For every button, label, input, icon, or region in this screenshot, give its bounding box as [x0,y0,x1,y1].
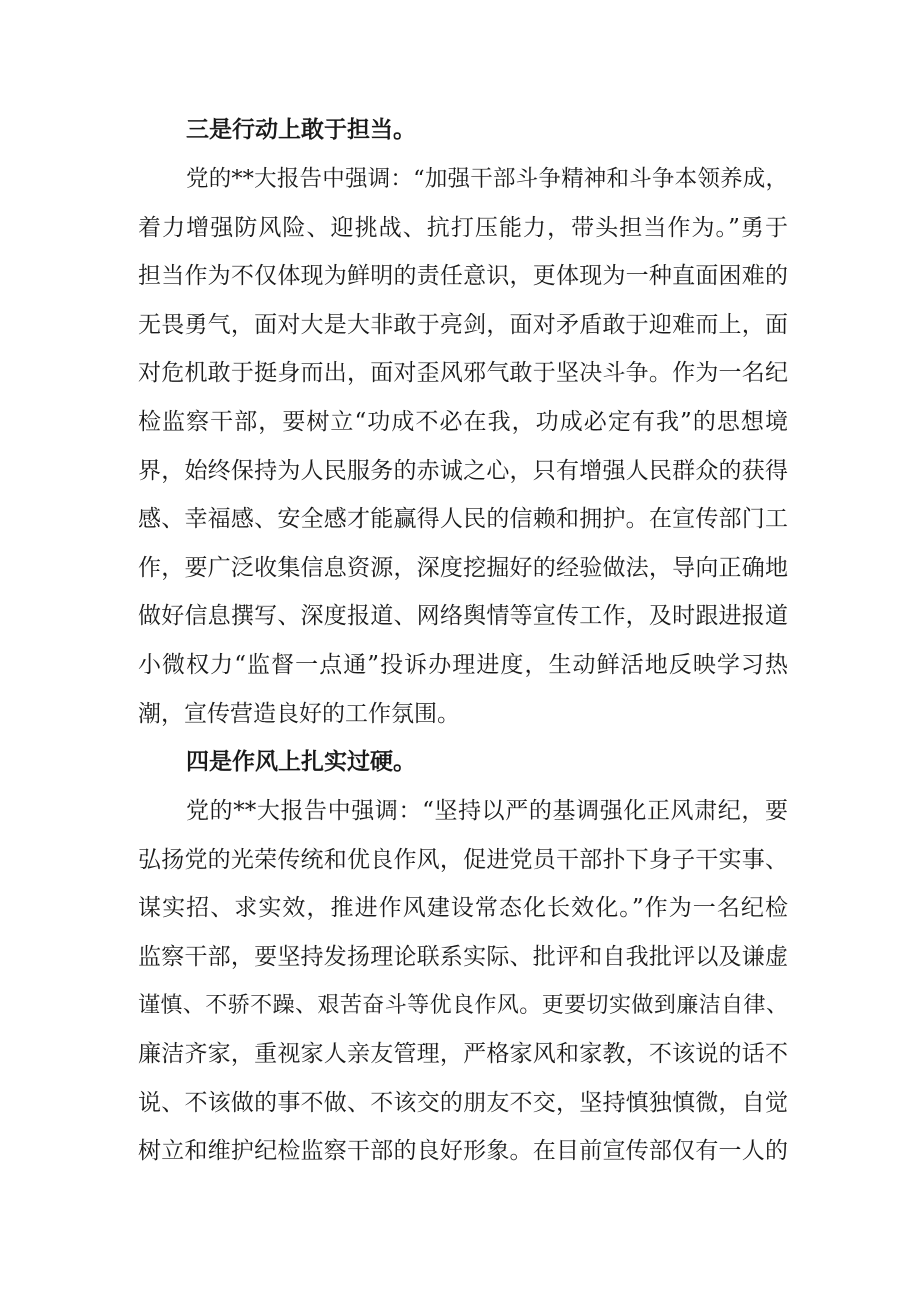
paragraph-line: 感、幸福感、安全感才能赢得人民的信赖和拥护。在宣传部门工 [138,506,788,533]
section-paragraph-4 [138,787,788,1176]
paragraph-line: 党的**大报告中强调：“加强干部斗争精神和斗争本领养成， [186,166,788,192]
paragraph-line: 作，要广泛收集信息资源，深度挖掘好的经验做法，导向正确地 [138,554,788,581]
paragraph-line: 谋实招、求实效，推进作风建设常态化长效化。”作为一名纪检 [138,895,788,922]
paragraph-line: 党的**大报告中强调：“坚持以严的基调强化正风肃纪，要 [186,798,788,825]
paragraph-line: 做好信息撰写、深度报道、网络舆情等宣传工作，及时跟进报道 [138,603,788,630]
paragraph-line: 谨慎、不骄不躁、艰苦奋斗等优良作风。更要切实做到廉洁自律、 [138,992,788,1018]
paragraph-line: 弘扬党的光荣传统和优良作风，促进党员干部扑下身子干实事、 [138,846,788,873]
paragraph-line: 检监察干部，要树立“功成不必在我，功成必定有我”的思想境 [138,408,788,435]
paragraph-line: 监察干部，要坚持发扬理论联系实际、批评和自我批评以及谦虚 [138,943,788,970]
paragraph-line: 廉洁齐家，重视家人亲友管理，严格家风和家教，不该说的话不 [138,1041,788,1068]
document-body [138,106,788,1176]
section-heading-3: 三是行动上敢于担当。 [186,117,416,143]
paragraph-line: 界，始终保持为人民服务的赤诚之心，只有增强人民群众的获得 [138,457,788,484]
paragraph-line: 小微权力“监督一点通”投诉办理进度，生动鲜活地反映学习热 [138,651,788,678]
paragraph-line: 担当作为不仅体现为鲜明的责任意识，更体现为一种直面困难的 [138,263,788,290]
paragraph-line: 对危机敢于挺身而出，面对歪风邪气敢于坚决斗争。作为一名纪 [138,360,788,387]
paragraph-line: 树立和维护纪检监察干部的良好形象。在目前宣传部仅有一人的 [138,1138,788,1165]
section-heading-4: 四是作风上扎实过硬。 [186,749,416,776]
section-paragraph-3 [138,155,788,738]
paragraph-line: 着力增强防风险、迎挑战、抗打压能力，带头担当作为。”勇于 [138,214,788,241]
paragraph-line: 潮，宣传营造良好的工作氛围。 [138,700,460,727]
paragraph-line: 无畏勇气，面对大是大非敢于亮剑，面对矛盾敢于迎难而上，面 [138,311,788,338]
paragraph-line: 说、不该做的事不做、不该交的朋友不交，坚持慎独慎微，自觉 [138,1089,788,1116]
